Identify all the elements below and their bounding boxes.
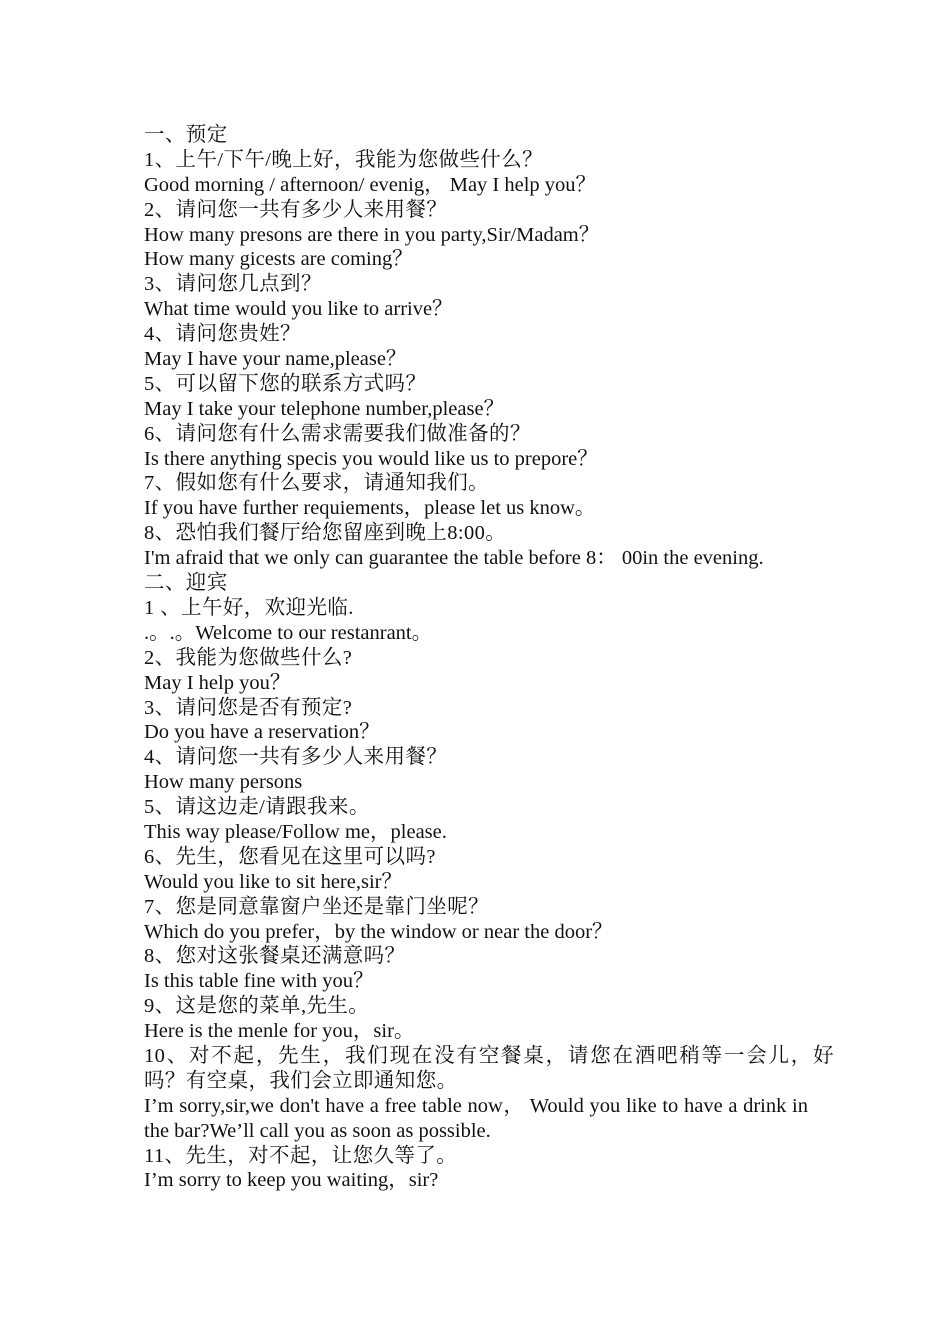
phrase-zh: 6、先生，您看见在这里可以吗? [144, 845, 436, 868]
phrase-zh: 7、您是同意靠窗户坐还是靠门坐呢？ [144, 895, 490, 918]
phrase-zh: 2、请问您一共有多少人来用餐？ [144, 198, 448, 221]
document-body [144, 123, 834, 1193]
phrase-zh: 2、我能为您做些什么? [144, 646, 353, 669]
phrase-en: If you have further requiements，please let us know。 [144, 497, 596, 520]
section-heading: 一、预定 [144, 124, 228, 146]
phrase-en: Which do you prefer，by the window or near the door？ [144, 920, 613, 943]
phrase-zh: 4、请问您一共有多少人来用餐？ [144, 746, 448, 769]
section-heading: 二、迎宾 [144, 572, 228, 595]
phrase-zh: 5、可以留下您的联系方式吗？ [144, 372, 427, 395]
phrase-en: Is this table fine with you？ [144, 970, 374, 993]
phrase-en: I’m sorry to keep you waiting，sir? [144, 1169, 439, 1192]
phrase-zh: 11、先生，对不起，让您久等了。 [144, 1144, 458, 1167]
phrase-en: May I have your name,please？ [144, 348, 407, 371]
phrase-en: I’m sorry,sir,we don't have a free table now， Would you like to have a drink in the bar?We’ll call you as soon as possible. [144, 1094, 808, 1142]
phrase-en: How many persons [144, 771, 303, 794]
phrase-zh: 8、您对这张餐桌还满意吗？ [144, 945, 406, 968]
phrase-en: Good morning / afternoon/ evenig， May I help you？ [144, 173, 597, 196]
phrase-en: How many gicests are coming？ [144, 248, 413, 271]
phrase-en: Would you like to sit here,sir？ [144, 870, 402, 893]
phrase-en: This way please/Follow me，please. [144, 820, 447, 843]
phrase-zh: 3、请问您是否有预定? [144, 696, 353, 719]
phrase-zh: 4、请问您贵姓？ [144, 323, 301, 346]
phrase-en: .。.。Welcome to our restanrant。 [144, 621, 433, 644]
phrase-en: Is there anything specis you would like us to prepore？ [144, 447, 598, 470]
phrase-zh: 6、请问您有什么需求需要我们做准备的？ [144, 422, 531, 445]
phrase-en: What time would you like to arrive？ [144, 298, 453, 321]
phrase-en: I'm afraid that we only can guarantee the table before 8： 00in the evening. [144, 547, 764, 570]
phrase-zh: 10、对不起，先生，我们现在没有空餐桌，请您在酒吧稍等一会儿，好吗？有空桌，我们会立即通知您。 [144, 1044, 834, 1092]
phrase-zh: 5、请这边走/请跟我来。 [144, 796, 370, 819]
phrase-en: How many presons are there in you party,Sir/Madam？ [144, 223, 600, 246]
phrase-zh: 1、上午/下午/晚上好，我能为您做些什么？ [144, 148, 544, 171]
phrase-zh: 3、请问您几点到？ [144, 273, 322, 296]
phrase-en: May I help you？ [144, 671, 291, 694]
phrase-zh: 8、恐怕我们餐厅给您留座到晚上8:00。 [144, 522, 507, 545]
phrase-zh: 1 、上午好，欢迎光临. [144, 596, 354, 619]
phrase-en: Here is the menle for you，sir。 [144, 1020, 415, 1043]
phrase-zh: 9、这是您的菜单,先生。 [144, 995, 370, 1018]
phrase-zh: 7、假如您有什么要求，请通知我们。 [144, 472, 490, 495]
phrase-en: May I take your telephone number,please？ [144, 397, 505, 420]
phrase-en: Do you have a reservation？ [144, 721, 380, 744]
